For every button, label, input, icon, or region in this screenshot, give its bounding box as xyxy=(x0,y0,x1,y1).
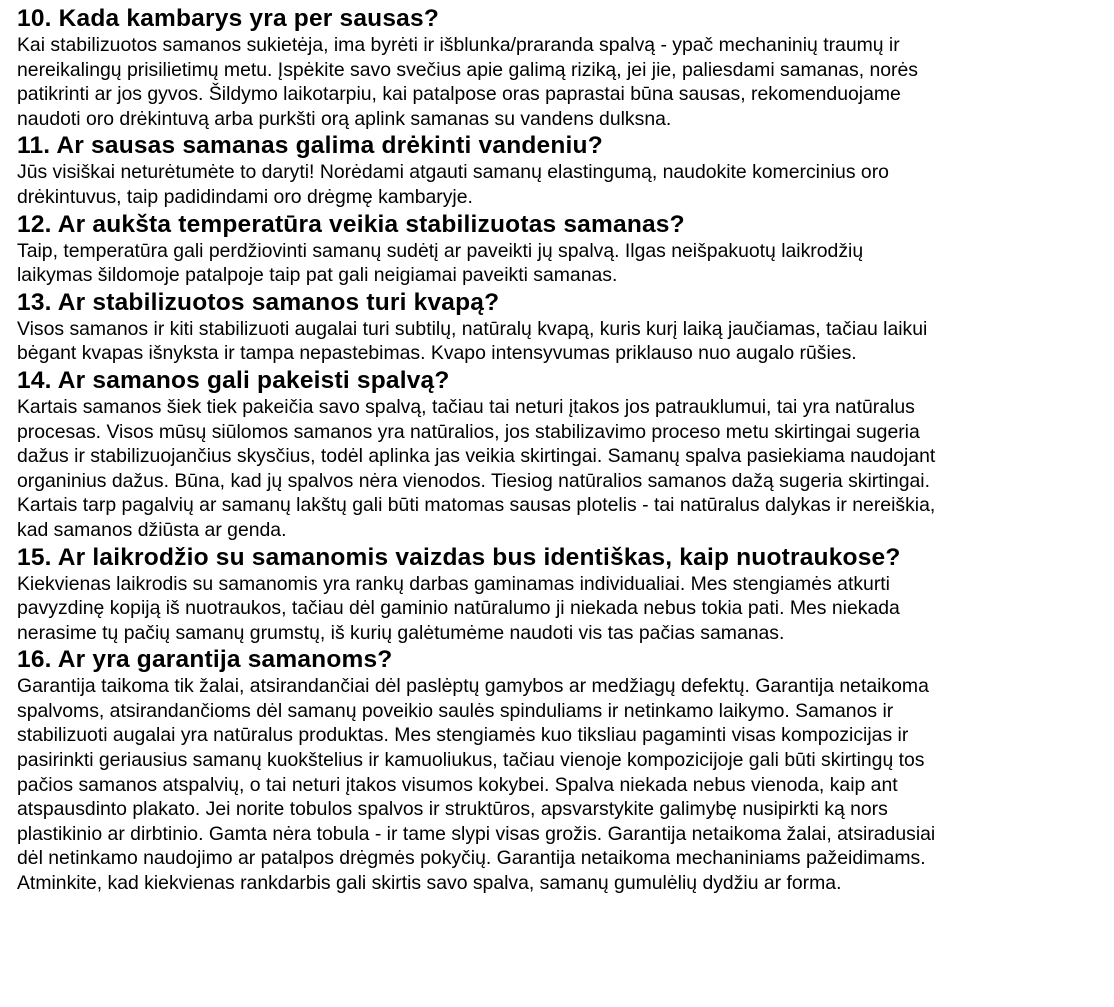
faq-answer-line: nerasime tų pačių samanų grumstų, iš kurių galėtumėme naudoti vis tas pačias samanas. xyxy=(17,621,785,644)
faq-item xyxy=(17,366,1109,543)
faq-item xyxy=(17,210,1109,288)
faq-question: 10. Kada kambarys yra per sausas? xyxy=(17,5,439,32)
faq-answer xyxy=(17,395,1109,543)
faq-answer-line: Kai stabilizuotos samanos sukietėja, ima byrėti ir išblunka/praranda spalvą - ypač mechaninių traumų ir xyxy=(17,34,900,56)
faq-list xyxy=(17,4,1109,896)
faq-answer-line: kad samanos džiūsta ar genda. xyxy=(17,518,287,541)
faq-answer-line: Jūs visiškai neturėtumėte to daryti! Norėdami atgauti samanų elastingumą, naudokite komercinius oro xyxy=(17,161,889,184)
faq-answer xyxy=(17,317,1109,366)
faq-answer-line: drėkintuvus, taip padidindami oro drėgmę kambaryje. xyxy=(17,185,473,208)
faq-answer xyxy=(17,160,1109,209)
faq-answer-line: dėl netinkamo naudojimo ar patalpos drėgmės pokyčių. Garantija netaikoma mechaniniams pažeidimams. xyxy=(17,847,926,870)
faq-answer xyxy=(17,239,1109,288)
faq-question: 11. Ar sausas samanas galima drėkinti vandeniu? xyxy=(17,132,603,160)
faq-item xyxy=(17,288,1109,366)
faq-answer xyxy=(17,674,1109,895)
faq-answer-line: nereikalingų prisilietimų metu. Įspėkite savo svečius apie galimą riziką, jei jie, paliesdami samanas, norės xyxy=(17,58,918,81)
faq-answer-line: patikrinti ar jos gyvos. Šildymo laikotarpiu, kai patalpose oras paprastai būna sausas, rekomenduojame xyxy=(17,83,901,106)
faq-answer-line: dažus ir stabilizuojančius skysčius, todėl aplinka jas veikia skirtingai. Samanų spalva pasiekiama naudojant xyxy=(17,445,936,468)
faq-answer-line: Garantija taikoma tik žalai, atsirandančiai dėl paslėptų gamybos ar medžiagų defektų. Garantija netaikoma xyxy=(17,675,929,698)
faq-answer-line: Kartais samanos šiek tiek pakeičia savo spalvą, tačiau tai neturi įtakos jos patrauklumui, tai yra natūralus xyxy=(17,395,915,418)
faq-answer-line: atspausdinto plakato. Jei norite tobulos spalvos ir struktūros, apsvarstykite galimybę nusipirkti ką nors xyxy=(17,798,888,821)
faq-answer xyxy=(17,572,1109,646)
faq-item xyxy=(17,543,1109,646)
faq-question: 16. Ar yra garantija samanoms? xyxy=(17,646,393,674)
faq-answer-line: Kiekvienas laikrodis su samanomis yra rankų darbas gaminamas individualiai. Mes stengiamės atkurti xyxy=(17,572,890,595)
faq-question: 12. Ar aukšta temperatūra veikia stabilizuotas samanas? xyxy=(17,210,685,238)
faq-question: 13. Ar stabilizuotos samanos turi kvapą? xyxy=(17,288,500,316)
faq-answer-line: spalvoms, atsirandančioms dėl samanų poveikio saulės spinduliams ir netinkamo laikymo. Samanos ir xyxy=(17,699,894,722)
faq-item xyxy=(17,645,1109,895)
faq-answer-line: procesas. Visos mūsų siūlomos samanos yra natūralios, jos stabilizavimo proceso metu skirtingai sugeria xyxy=(17,420,920,443)
faq-answer-line: plastikinio ar dirbtinio. Gamta nėra tobula - ir tame slypi visas grožis. Garantija netaikoma žalai, atsiradusiai xyxy=(17,822,936,845)
faq-answer-line: laikymas šildomoje patalpoje taip pat gali neigiamai paveikti samanas. xyxy=(17,264,618,287)
faq-item xyxy=(17,4,1109,131)
faq-item xyxy=(17,131,1109,209)
faq-question: 14. Ar samanos gali pakeisti spalvą? xyxy=(17,366,450,394)
faq-answer-line: pačios samanos atspalvių, o tai neturi įtakos visumos kokybei. Spalva niekada nebus vienoda, kaip ant xyxy=(17,773,898,796)
faq-answer-line: organinius dažus. Būna, kad jų spalvos nėra vienodos. Tiesiog natūralios samanos dažą sugeria skirtingai. xyxy=(17,469,930,492)
faq-answer-line: naudoti oro drėkintuvą arba purkšti orą aplink samanas su vandens dulksna. xyxy=(17,107,672,130)
faq-answer-line: stabilizuoti augalai yra natūralus produktas. Mes stengiamės kuo tiksliau pagaminti visas kompozicijas ir xyxy=(17,724,909,747)
faq-answer xyxy=(17,33,1109,131)
faq-answer-line: pasirinkti geriausius samanų kuokštelius ir kamuoliukus, tačiau vienoje kompozicijoje gali būti skirtingų tos xyxy=(17,749,925,772)
faq-answer-line: Visos samanos ir kiti stabilizuoti augalai turi subtilų, natūralų kvapą, kuris kurį laiką jaučiamas, tačiau laikui xyxy=(17,317,928,340)
faq-answer-line: Kartais tarp pagalvių ar samanų lakštų gali būti matomas sausas plotelis - tai natūralus dalykas ir nereiškia, xyxy=(17,494,936,517)
faq-question: 15. Ar laikrodžio su samanomis vaizdas bus identiškas, kaip nuotraukose? xyxy=(17,543,901,571)
faq-answer-line: bėgant kvapas išnyksta ir tampa nepastebimas. Kvapo intensyvumas priklauso nuo augalo rūšies. xyxy=(17,342,857,365)
faq-answer-line: pavyzdinę kopiją iš nuotraukos, tačiau dėl gaminio natūralumo ji niekada nebus tokia pati. Mes niekada xyxy=(17,597,900,620)
faq-answer-line: Taip, temperatūra gali perdžiovinti samanų sudėtį ar paveikti jų spalvą. Ilgas neišpakuotų laikrodžių xyxy=(17,239,864,262)
faq-answer-line: Atminkite, kad kiekvienas rankdarbis gali skirtis savo spalva, samanų gumulėlių dydžiu ar forma. xyxy=(17,872,842,895)
